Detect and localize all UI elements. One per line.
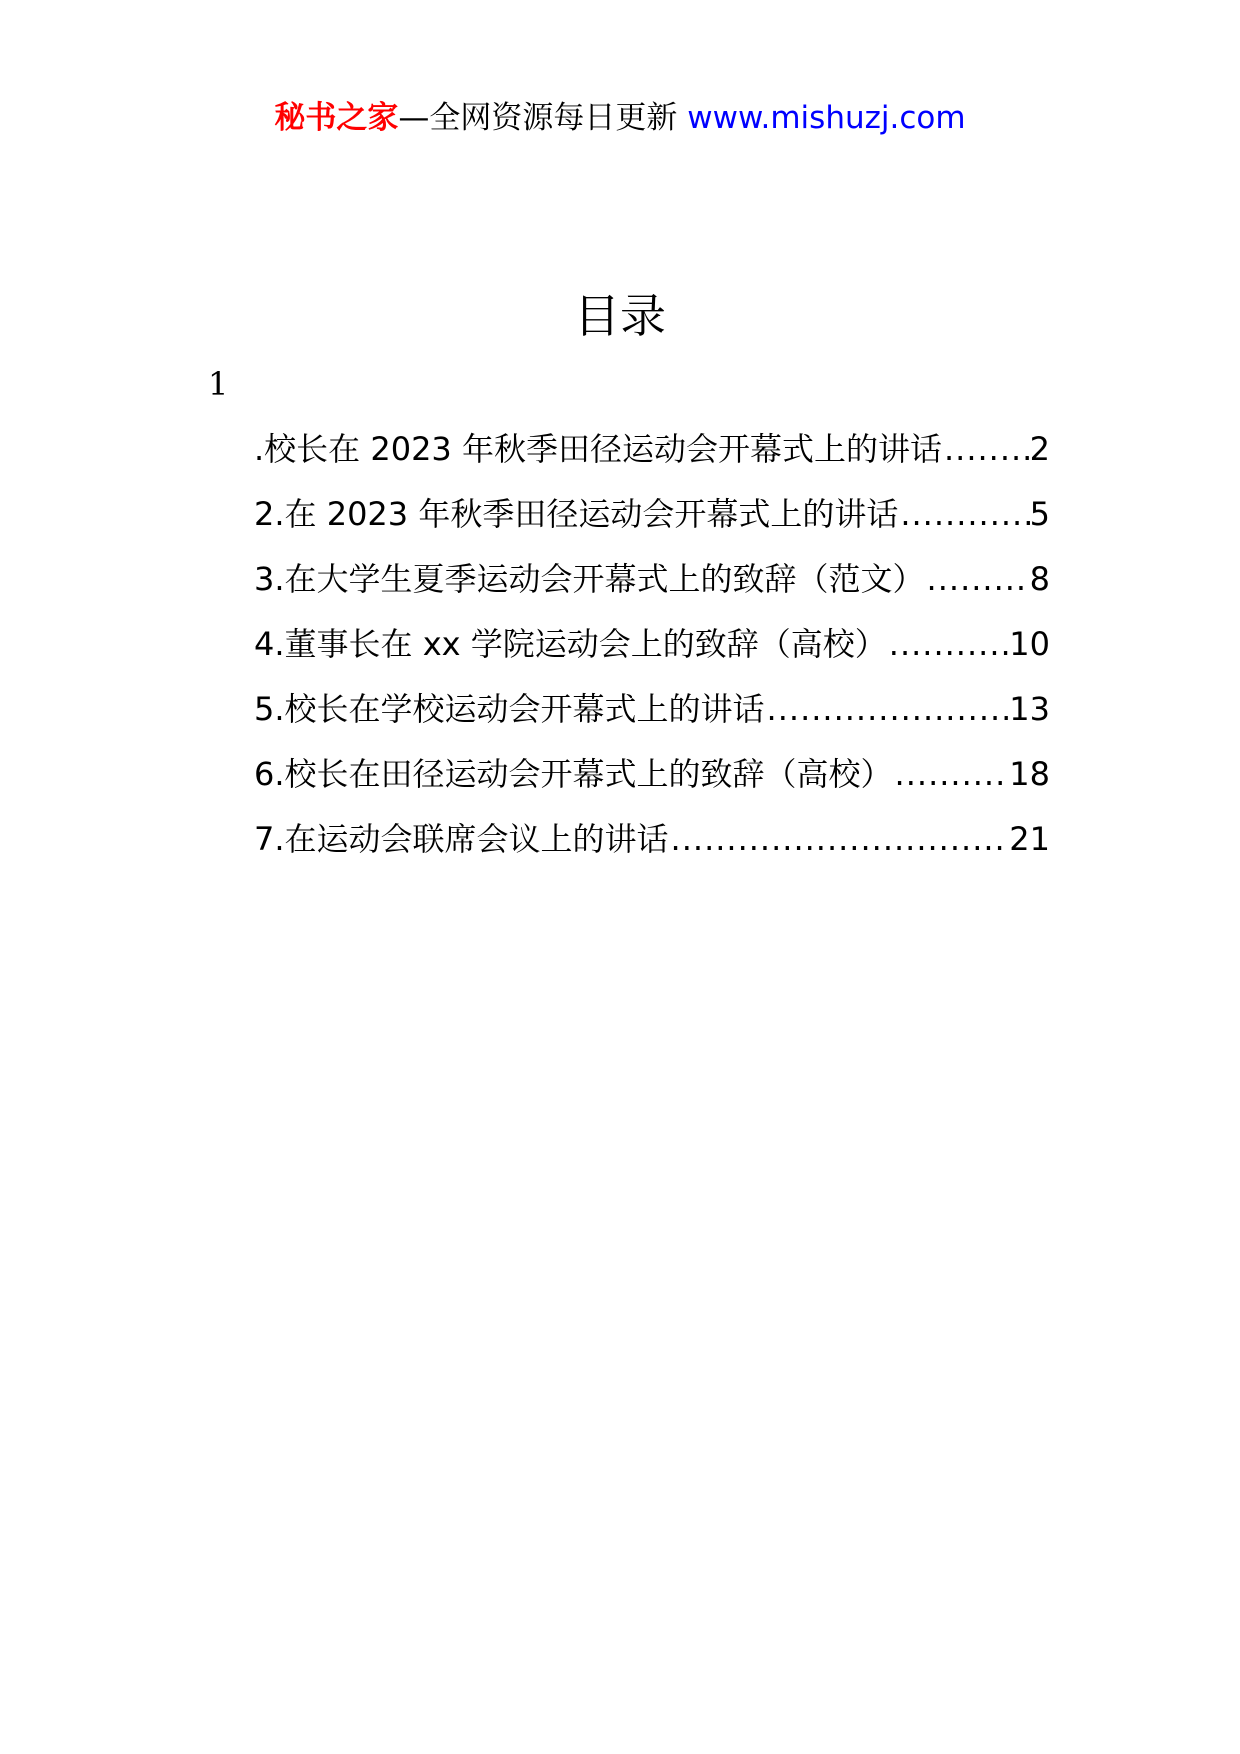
toc-entry[interactable] [254, 619, 1050, 684]
page-marker: 1 [208, 365, 229, 403]
toc-dot-leader [898, 489, 1029, 539]
toc-dot-leader [669, 814, 1010, 864]
table-of-contents [254, 424, 1050, 879]
brand-name: 秘书之家 [274, 100, 399, 136]
toc-dot-leader [887, 619, 1010, 669]
site-url-link[interactable]: www.mishuzj.com [687, 100, 966, 136]
toc-page-number: 10 [1009, 625, 1050, 663]
toc-entry-title: 3.在大学生夏季运动会开幕式上的致辞（范文） [254, 560, 925, 598]
toc-entry[interactable] [254, 424, 1050, 489]
toc-dot-leader [893, 749, 1010, 799]
toc-entry[interactable] [254, 684, 1050, 749]
toc-entry-title: 2.在 2023 年秋季田径运动会开幕式上的讲话 [254, 495, 899, 533]
toc-entry-title: .校长在 2023 年秋季田径运动会开幕式上的讲话 [254, 430, 942, 468]
toc-page-number: 8 [1029, 560, 1050, 598]
toc-dot-leader [942, 424, 1030, 474]
toc-entry[interactable] [254, 814, 1050, 879]
toc-dot-leader [925, 554, 1030, 604]
toc-page-number: 21 [1009, 820, 1050, 858]
page-title: 目录 [574, 289, 666, 343]
toc-entry[interactable] [254, 489, 1050, 554]
toc-page-number: 5 [1029, 495, 1050, 533]
header-slogan: —全网资源每日更新 [398, 100, 678, 136]
toc-entry-title: 5.校长在学校运动会开幕式上的讲话 [254, 690, 765, 728]
toc-entry[interactable] [254, 554, 1050, 619]
toc-entry-title: 6.校长在田径运动会开幕式上的致辞（高校） [254, 755, 893, 793]
toc-page-number: 2 [1029, 430, 1050, 468]
toc-entry[interactable] [254, 749, 1050, 814]
toc-page-number: 18 [1009, 755, 1050, 793]
toc-dot-leader [765, 684, 1010, 734]
toc-entry-title: 4.董事长在 xx 学院运动会上的致辞（高校） [254, 625, 887, 663]
site-header [0, 98, 1240, 138]
toc-entry-title: 7.在运动会联席会议上的讲话 [254, 820, 669, 858]
toc-page-number: 13 [1009, 690, 1050, 728]
